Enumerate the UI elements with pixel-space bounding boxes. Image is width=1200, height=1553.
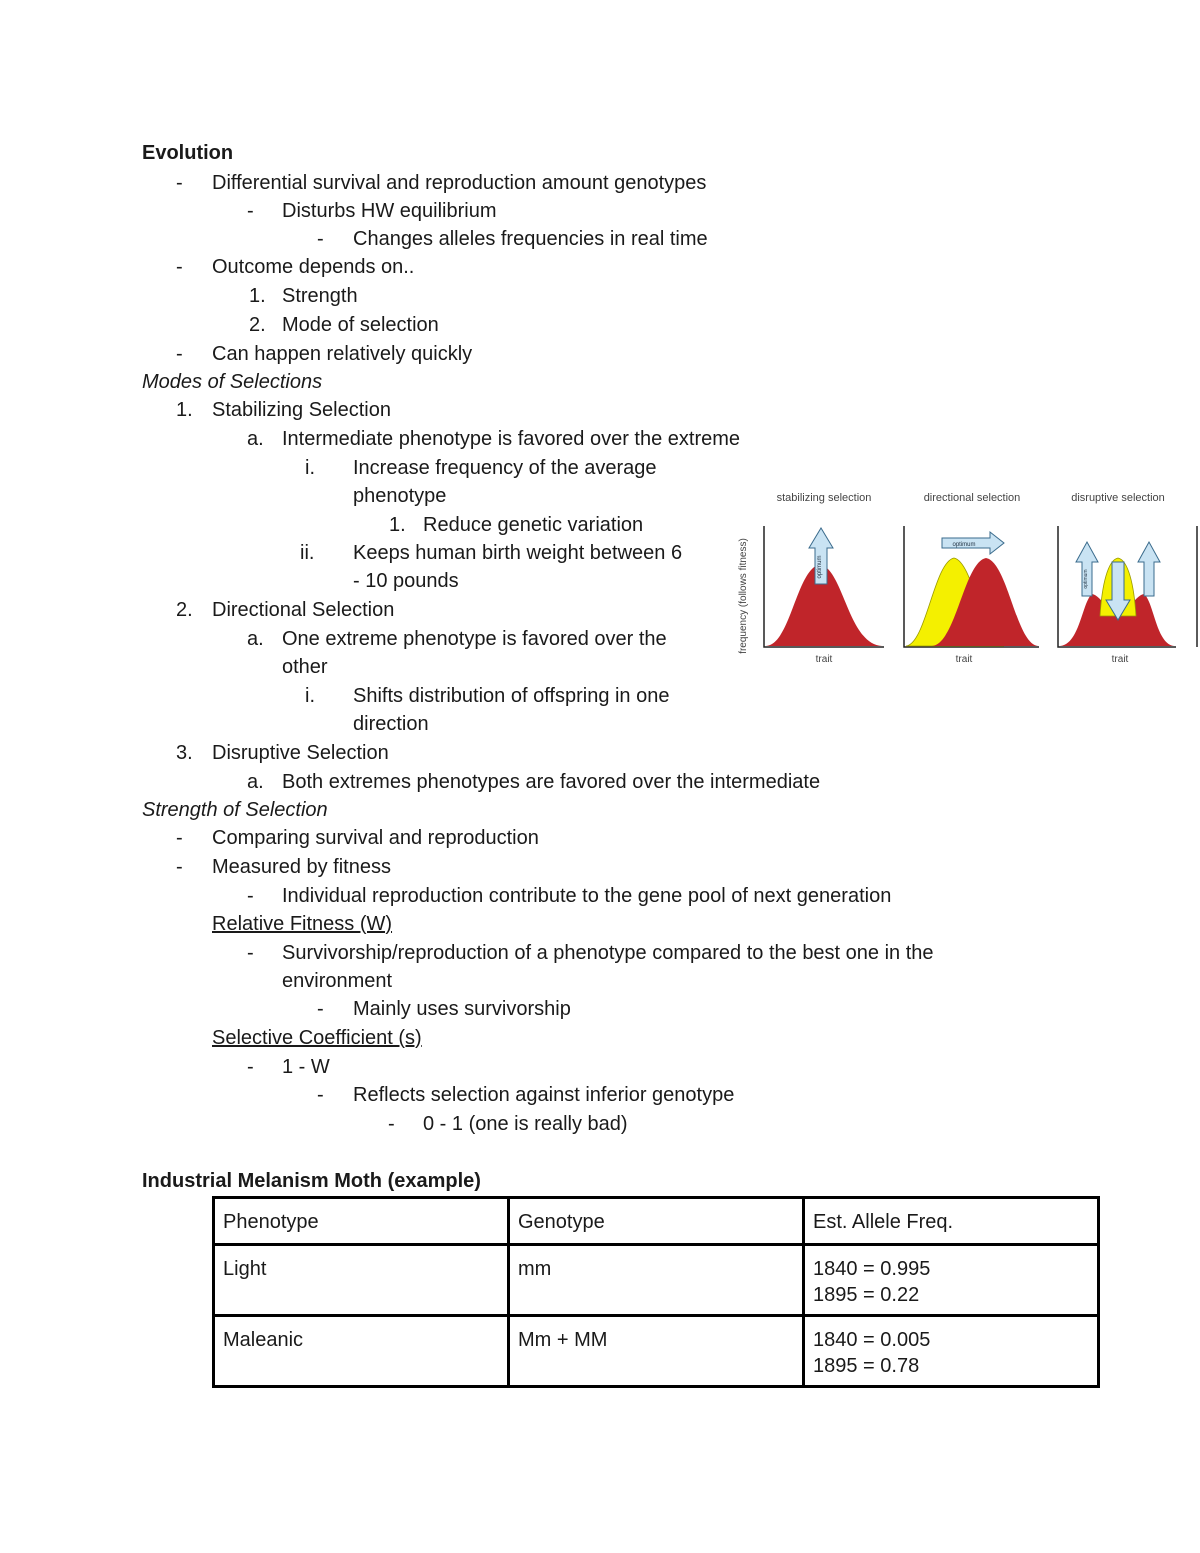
header-phenotype: Phenotype xyxy=(214,1198,509,1245)
table-row xyxy=(214,1316,1099,1387)
mode-stabilizing: Stabilizing Selection xyxy=(212,399,391,421)
bullet-dash: - xyxy=(247,942,254,964)
list-number: 1. xyxy=(176,399,193,421)
panel-xlabel: trait xyxy=(815,654,833,665)
mode-stabilizing-aii-line1: Keeps human birth weight between 6 xyxy=(353,542,683,564)
section-heading-strength: Strength of Selection xyxy=(142,799,328,821)
freq-1895: 1895 = 0.78 xyxy=(813,1355,920,1377)
freq-1895: 1895 = 0.22 xyxy=(813,1284,920,1306)
evolution-bullet-1: Differential survival and reproduction amount genotypes xyxy=(212,172,707,194)
mode-directional-a-line2: other xyxy=(282,656,328,678)
selective-coefficient-range: 0 - 1 (one is really bad) xyxy=(423,1113,628,1135)
list-number: 3. xyxy=(176,742,193,764)
selective-coefficient-formula: 1 - W xyxy=(282,1056,330,1078)
strength-bullet-1: Comparing survival and reproduction xyxy=(212,827,539,849)
mode-stabilizing-aii-line2: - 10 pounds xyxy=(353,570,459,592)
freq-1840: 1840 = 0.005 xyxy=(813,1329,931,1351)
bullet-dash: - xyxy=(317,1084,324,1106)
mode-stabilizing-ai-line1: Increase frequency of the average xyxy=(353,457,657,479)
panel-title-stabilizing: stabilizing selection xyxy=(776,492,872,504)
bullet-dash: - xyxy=(317,228,324,250)
selective-coefficient-heading: Selective Coefficient (s) xyxy=(212,1027,422,1049)
list-roman: i. xyxy=(305,457,315,479)
cell-phenotype: Light xyxy=(214,1245,509,1316)
panel-xlabel: trait xyxy=(1111,654,1129,665)
arrow-up-icon xyxy=(1138,542,1160,596)
panel-stabilizing xyxy=(764,526,884,665)
freq-1840: 1840 = 0.995 xyxy=(813,1258,931,1280)
list-letter: a. xyxy=(247,628,264,650)
bullet-dash: - xyxy=(176,827,183,849)
list-number: 2. xyxy=(176,599,193,621)
panel-title-directional: directional selection xyxy=(923,492,1021,504)
bullet-dash: - xyxy=(176,172,183,194)
arrow-label: optimum xyxy=(952,542,976,548)
list-number: 1. xyxy=(249,285,266,307)
relative-fitness-subbullet: Mainly uses survivorship xyxy=(353,998,571,1020)
cell-allele-freq xyxy=(804,1245,1099,1316)
relative-fitness-heading: Relative Fitness (W) xyxy=(212,913,393,935)
relative-fitness-bullet-line1: Survivorship/reproduction of a phenotype compared to the best one in the xyxy=(282,942,934,964)
evolution-item-mode: Mode of selection xyxy=(282,314,439,336)
mode-directional: Directional Selection xyxy=(212,599,395,621)
cell-genotype: Mm + MM xyxy=(509,1316,804,1387)
list-number: 1. xyxy=(389,514,406,536)
mode-disruptive: Disruptive Selection xyxy=(212,742,389,764)
evolution-item-strength: Strength xyxy=(282,285,358,307)
mode-directional-a-line1: One extreme phenotype is favored over the xyxy=(282,628,667,650)
panel-disruptive xyxy=(1058,526,1176,665)
mode-stabilizing-ai-1: Reduce genetic variation xyxy=(423,514,644,536)
section-title-moth: Industrial Melanism Moth (example) xyxy=(142,1170,481,1192)
relative-fitness-bullet-line2: environment xyxy=(282,970,393,992)
bullet-dash: - xyxy=(247,1056,254,1078)
cell-allele-freq xyxy=(804,1316,1099,1387)
list-letter: a. xyxy=(247,771,264,793)
strength-bullet-2: Measured by fitness xyxy=(212,856,391,878)
strength-bullet-2a: Individual reproduction contribute to the gene pool of next generation xyxy=(282,885,892,907)
bullet-dash: - xyxy=(247,885,254,907)
cell-genotype: mm xyxy=(509,1245,804,1316)
mode-directional-ai-line2: direction xyxy=(353,713,429,735)
moth-table xyxy=(212,1196,1100,1388)
mode-stabilizing-a: Intermediate phenotype is favored over the extreme xyxy=(282,428,741,450)
table-row xyxy=(214,1245,1099,1316)
evolution-bullet-2: Outcome depends on.. xyxy=(212,256,415,278)
section-title-evolution: Evolution xyxy=(142,142,234,164)
mode-stabilizing-ai-line2: phenotype xyxy=(353,485,447,507)
header-allele-freq: Est. Allele Freq. xyxy=(804,1198,1099,1245)
selection-modes-figure xyxy=(736,484,1200,674)
bullet-dash: - xyxy=(247,200,254,222)
panel-xlabel: trait xyxy=(955,654,973,665)
bullet-dash: - xyxy=(388,1113,395,1135)
cell-phenotype: Maleanic xyxy=(214,1316,509,1387)
table-header-row xyxy=(214,1198,1099,1245)
list-roman: i. xyxy=(305,685,315,707)
header-genotype: Genotype xyxy=(509,1198,804,1245)
bullet-dash: - xyxy=(317,998,324,1020)
selective-coefficient-bullet: Reflects selection against inferior genotype xyxy=(353,1084,735,1106)
bullet-dash: - xyxy=(176,856,183,878)
panel-directional xyxy=(904,526,1039,665)
evolution-bullet-3: Can happen relatively quickly xyxy=(212,343,473,365)
arrow-label: optimum xyxy=(1083,569,1089,589)
panel-title-disruptive: disruptive selection xyxy=(1071,492,1165,504)
bullet-dash: - xyxy=(176,256,183,278)
evolution-bullet-1a1: Changes alleles frequencies in real time xyxy=(353,228,708,250)
bullet-dash: - xyxy=(176,343,183,365)
mode-disruptive-a: Both extremes phenotypes are favored over the intermediate xyxy=(282,771,821,793)
arrow-label: optimum xyxy=(817,555,823,579)
figure-ylabel: frequency (follows fitness) xyxy=(738,538,749,654)
evolution-bullet-1a: Disturbs HW equilibrium xyxy=(282,200,497,222)
section-heading-modes: Modes of Selections xyxy=(142,371,323,393)
mode-directional-ai-line1: Shifts distribution of offspring in one xyxy=(353,685,670,707)
list-letter: a. xyxy=(247,428,264,450)
list-number: 2. xyxy=(249,314,266,336)
list-roman: ii. xyxy=(300,542,315,564)
